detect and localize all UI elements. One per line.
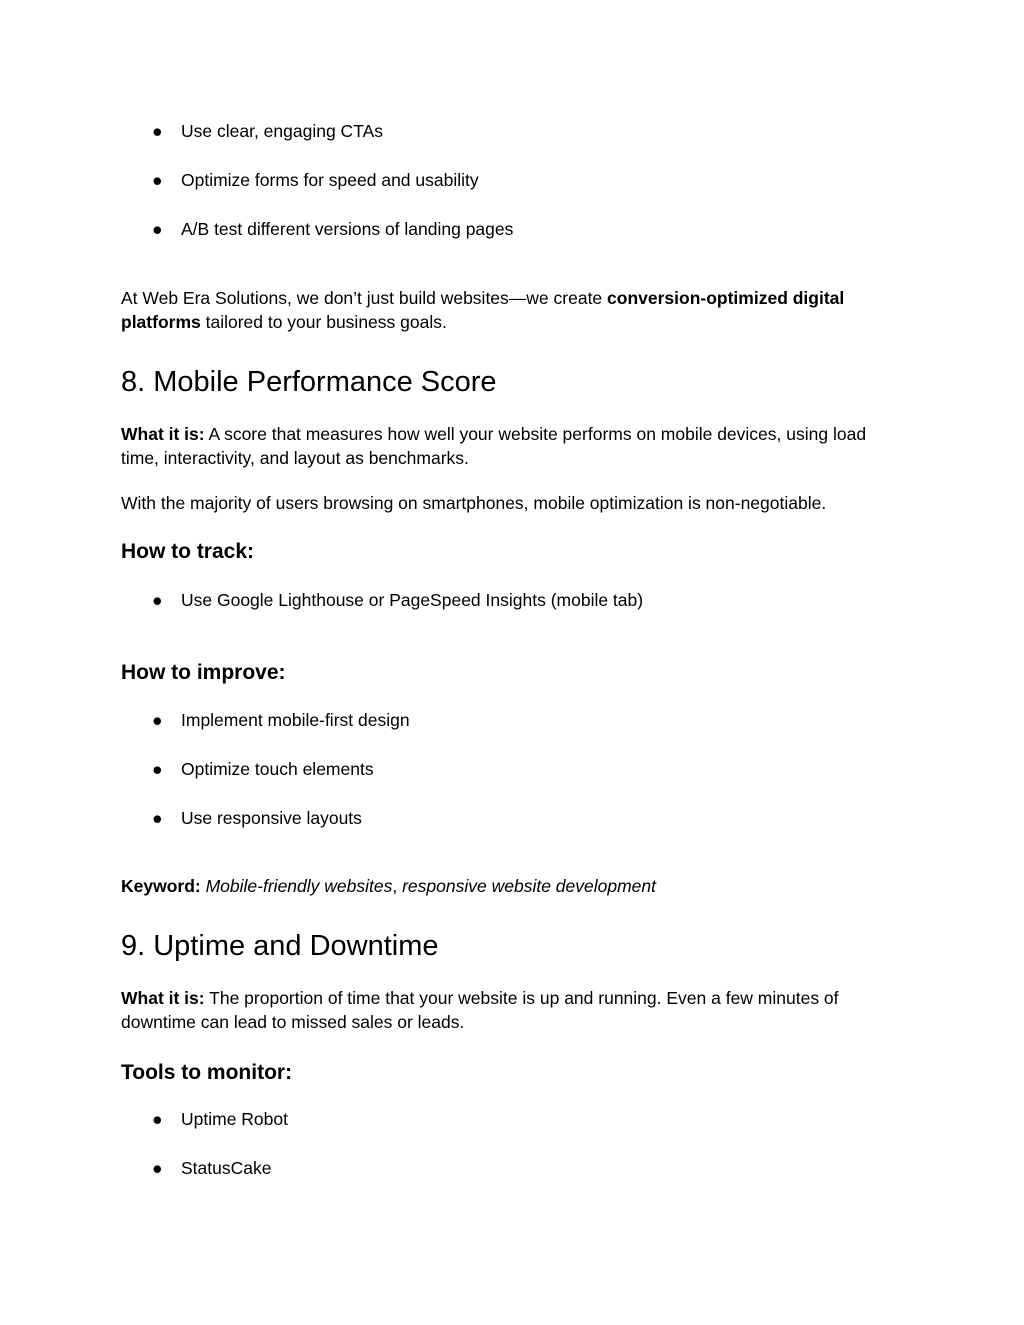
keyword-line: Keyword: Mobile-friendly websites, responsive website development xyxy=(121,876,656,896)
subheading: How to track: xyxy=(121,540,255,563)
list-item-text: Optimize forms for speed and usability xyxy=(181,170,479,190)
paragraph: What it is: The proportion of time that your website is up and running. Even a few minutes of downtime can lead to missed sales or leads. xyxy=(121,988,839,1032)
list-item: ● Optimize forms for speed and usability xyxy=(152,170,479,190)
paragraph: At Web Era Solutions, we don’t just build websites—we create conversion-optimized digital platforms tailored to your business goals. xyxy=(121,288,845,332)
list-item: ● Optimize touch elements xyxy=(152,759,374,779)
section-heading: 8. Mobile Performance Score xyxy=(121,366,497,398)
subheading: How to improve: xyxy=(121,661,286,684)
list-item: ● Use Google Lighthouse or PageSpeed Insights (mobile tab) xyxy=(152,590,644,610)
list-item: ● Use clear, engaging CTAs xyxy=(152,121,384,141)
section-heading: 9. Uptime and Downtime xyxy=(121,930,439,962)
list-item: ● Use responsive layouts xyxy=(152,808,362,828)
list-item-text: A/B test different versions of landing pages xyxy=(181,219,514,239)
list-item: ● Uptime Robot xyxy=(152,1109,288,1129)
list-item: ● Implement mobile-first design xyxy=(152,710,410,730)
list-item: ● StatusCake xyxy=(152,1158,272,1178)
list-item-text: Use clear, engaging CTAs xyxy=(181,121,384,141)
subheading: Tools to monitor: xyxy=(121,1061,293,1084)
paragraph: What it is: A score that measures how well your website performs on mobile devices, using load time, interactivity, and layout as benchmarks. xyxy=(121,424,867,468)
paragraph: With the majority of users browsing on smartphones, mobile optimization is non-negotiable. xyxy=(121,493,827,513)
list-item: ● A/B test different versions of landing pages xyxy=(152,219,514,239)
